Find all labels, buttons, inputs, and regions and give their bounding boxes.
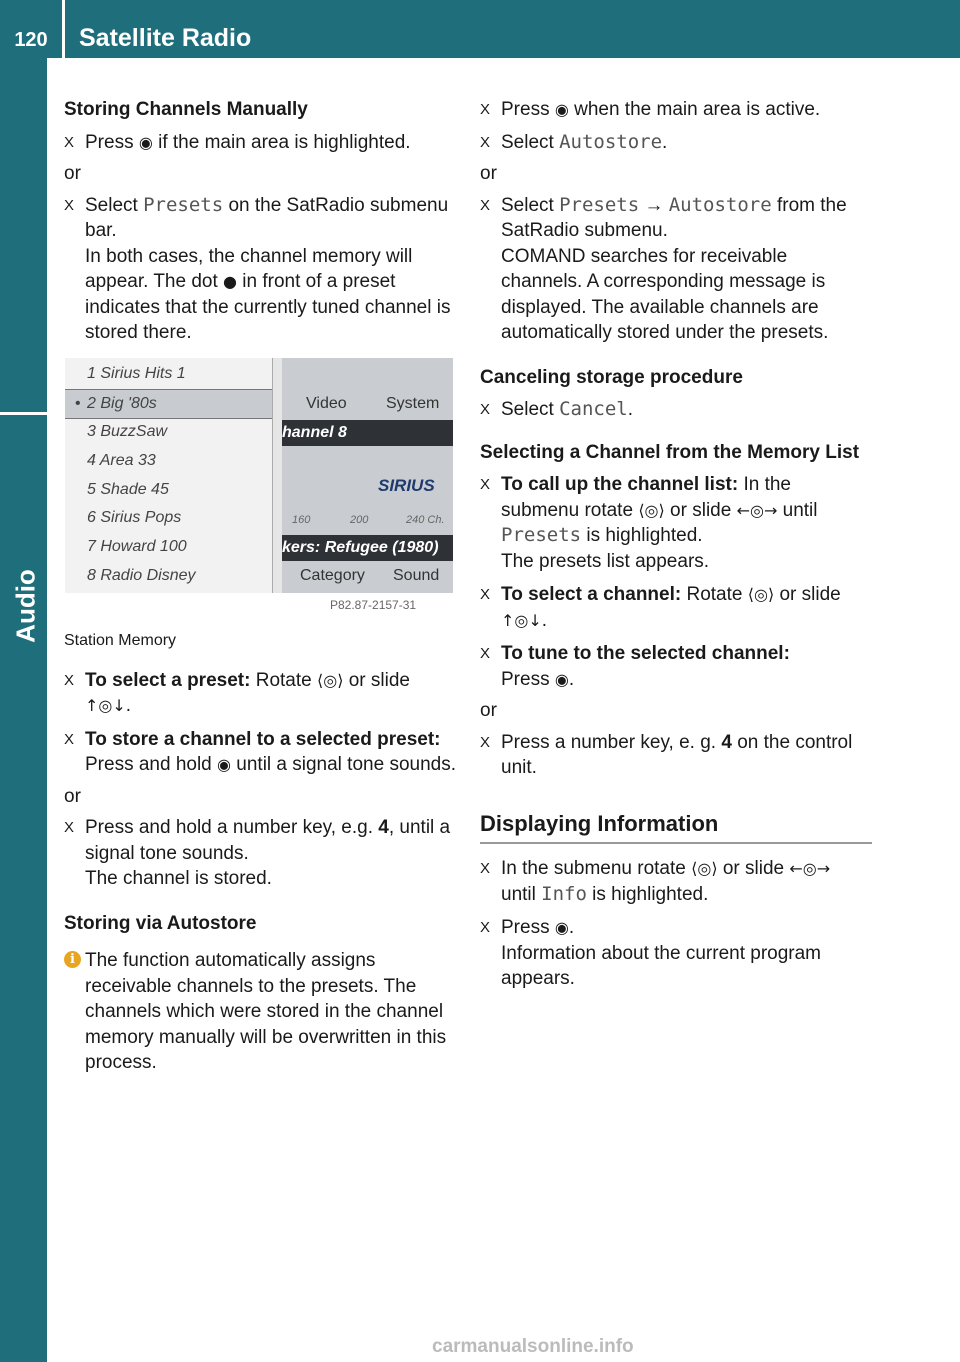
step-arrow-icon: X [64,133,75,151]
channel-item[interactable]: 8 Radio Disney [87,567,196,584]
tab-sound[interactable]: Sound [393,567,440,584]
or-text: or [480,163,497,184]
song-bar: kers: Refugee (1980) [282,535,453,561]
channel-item[interactable]: 6 Sirius Pops [87,509,182,526]
channel-item[interactable]: 7 Howard 100 [87,538,187,555]
step-press-info: X Press ◉. Information about the current program appears. [480,917,822,989]
step-arrow-icon: X [64,730,75,748]
channel-list [65,358,272,593]
heading-displaying-info: Displaying Information [480,811,872,845]
section-sidebar [0,58,47,1362]
step-arrow-icon: X [480,860,491,877]
header-divider [62,0,65,58]
step-select-preset: X To select a preset: Rotate ⟨◎⟩ or slide ↑◎↓. [64,669,410,716]
slide-updown-icon: ↑◎↓ [501,610,542,630]
channel-item[interactable]: 5 Shade 45 [87,481,169,498]
or-text: or [64,785,81,807]
step-arrow-icon: X [480,101,491,118]
step-select-autostore: X Select Autostore. [480,130,872,156]
step-arrow-icon: X [480,586,491,603]
step-tune-channel: X To tune to the selected channel: Press ◉. [480,643,790,690]
heading-storing-manual: Storing Channels Manually [64,99,308,120]
page-title: Satellite Radio [79,24,252,52]
rotate-knob-icon: ⟨◎⟩ [691,859,718,878]
or-text: or [480,700,497,721]
step-press-active: X Press ◉ when the main area is active. [480,97,872,123]
step-press-main: X Press ◉ if the main area is highlighted. [64,130,456,156]
watermark: carmanualsonline.info [432,1336,634,1357]
heading-cancel: Canceling storage procedure [480,366,743,388]
step-arrow-icon: X [480,645,491,662]
channel-bar: hannel 8 [282,420,453,446]
press-knob-icon: ◉ [217,755,231,774]
step-arrow-icon: X [480,733,491,751]
step-arrow-icon: X [480,476,491,493]
figure-caption: Station Memory [64,632,177,649]
press-knob-icon: ◉ [554,100,569,119]
slide-leftright-icon: ←◎→ [736,500,778,520]
channel-item[interactable]: 1 Sirius Hits 1 [87,365,186,382]
step-arrow-icon: X [480,133,491,151]
freq-label: 160 [292,514,311,526]
heading-select-memory: Selecting a Channel from the Memory List [480,441,860,463]
page-number: 120 [14,29,48,51]
radio-main-panel [282,358,453,593]
info-icon: i [64,951,81,968]
step-arrow-icon: X [480,196,491,214]
rotate-knob-icon: ⟨◎⟩ [316,670,344,690]
or-text: or [64,163,81,184]
step-arrow-icon: X [480,401,491,418]
tab-video[interactable]: Video [306,395,347,412]
step-number-key: X Press and hold a number key, e.g. 4, until a signal tone sounds. The channel is stored. [64,817,451,889]
sidebar-divider [0,412,47,415]
step-number-key-control: X Press a number key, e. g. 4 on the control unit. [480,731,853,778]
tab-category[interactable]: Category [300,567,365,584]
slide-updown-icon: ↑◎↓ [85,696,126,715]
channel-item-selected[interactable]: • 2 Big '80s [65,389,272,419]
step-presets-autostore: X Select Presets → Autostore from the SatRadio submenu. COMAND searches for receivable channels. A corresponding message is displayed. The available channels are automatically stored under the presets. [480,193,847,343]
rotate-knob-icon: ⟨◎⟩ [638,500,665,520]
rotate-knob-icon: ⟨◎⟩ [747,585,775,604]
step-arrow-icon: X [480,919,491,936]
step-call-list: X To call up the channel list: In the submenu rotate ⟨◎⟩ or slide ←◎→ until Presets is highlighted. The presets list appears. [480,474,818,572]
left-column-top [64,97,456,346]
step-arrow-icon: X [64,819,75,836]
step-select-cancel: X Select Cancel. [480,397,872,423]
step-arrow-icon: X [64,671,75,689]
step-select-presets: X Select Presets on the SatRadio submenu bar. In both cases, the channel memory will appear. The dot ● in front of a preset indicates that the currently tuned channel is stored there. [64,193,451,343]
sirius-logo: SIRIUS [378,476,435,495]
freq-label: 240 Ch. [406,514,445,526]
right-column [480,97,872,992]
step-store-channel: X To store a channel to a selected preset: Press and hold ◉ until a signal tone sounds. [64,728,456,775]
station-memory-screen [65,358,453,593]
step-arrow-icon: X [64,196,75,214]
left-column-bottom [64,628,456,1076]
freq-label: 200 [350,514,369,526]
step-submenu-info: X In the submenu rotate ⟨◎⟩ or slide ←◎→ until Info is highlighted. [480,858,831,905]
header-bar [0,0,960,58]
figure-code: P82.87-2157-31 [330,598,417,612]
tab-system[interactable]: System [386,395,440,412]
step-select-channel: X To select a channel: Rotate ⟨◎⟩ or slide ↑◎↓. [480,584,841,631]
channel-item[interactable]: 3 BuzzSaw [87,423,168,440]
slide-leftright-icon: ←◎→ [789,859,831,878]
info-note: i The function automatically assigns receivable channels to the presets. The channels which were stored in the channel memory manually will be overwritten in this process. [64,948,456,1076]
channel-item[interactable]: 4 Area 33 [87,452,156,469]
press-knob-icon: ◉ [554,669,569,689]
press-knob-icon: ◉ [138,132,153,152]
section-label: Audio [10,569,41,643]
dot-icon: ● [223,272,238,291]
press-knob-icon: ◉ [554,918,569,937]
heading-autostore: Storing via Autostore [64,912,257,934]
